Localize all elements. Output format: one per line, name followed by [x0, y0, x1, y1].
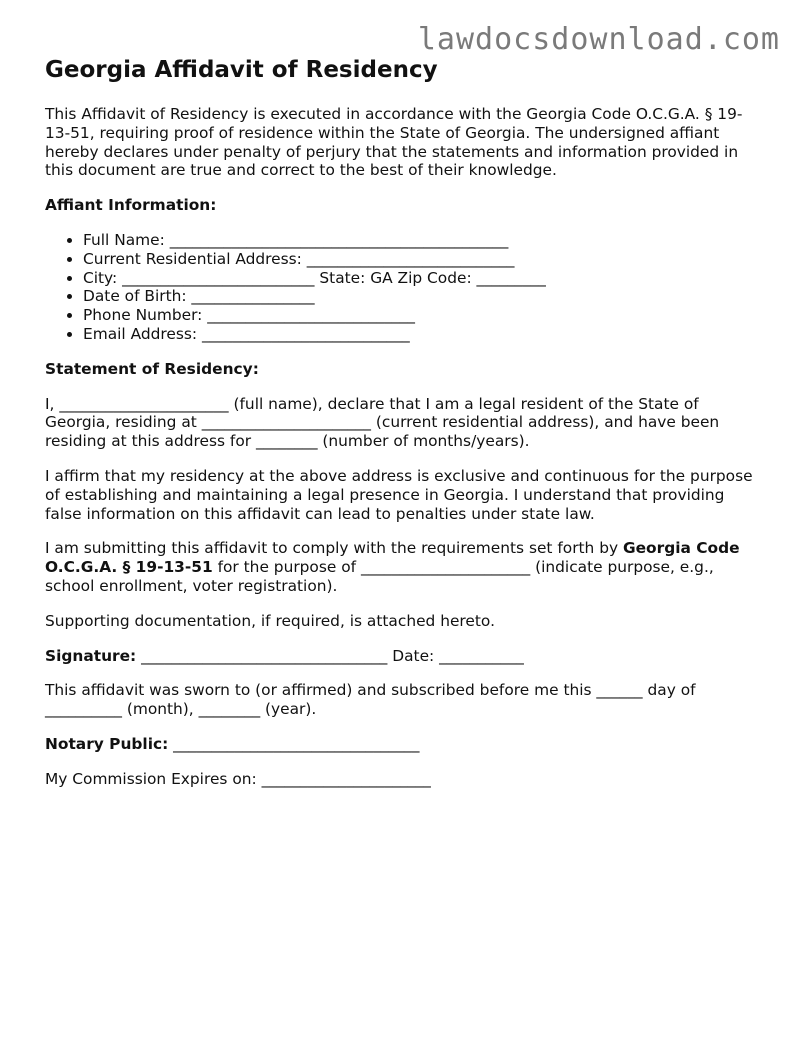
statement-p3-code: Georgia Code O.C.G.A. § 19-13-51 — [45, 539, 740, 577]
affiant-heading: Affiant Information: — [45, 196, 217, 215]
statement-p3-post: for the purpose of ______________________ (indicate purpose, e.g., school enrollment, voter registration). — [45, 558, 714, 595]
list-item-phone: • Phone Number: ___________________________ — [83, 306, 760, 325]
affiant-list — [45, 231, 760, 344]
statement-paragraph-2: I affirm that my residency at the above address is exclusive and continuous for the purpose of establishing and maintaining a legal presence in Georgia. I understand that providing false information on this affidavit can lead to penalties under state law. — [45, 466, 753, 523]
statement-heading: Statement of Residency: — [45, 359, 259, 378]
signature-label: Signature: — [45, 646, 137, 665]
list-item-address: • Current Residential Address: ___________________________ — [83, 250, 760, 269]
notary-line — [45, 735, 760, 754]
list-item-full-name: • Full Name: ____________________________________________ — [83, 231, 760, 250]
document-page — [45, 56, 760, 789]
notary-field: ________________________________ — [168, 734, 420, 753]
watermark: lawdocsdownload.com — [417, 22, 780, 57]
list-item-dob: • Date of Birth: ________________ — [83, 287, 760, 306]
notary-label: Notary Public: — [45, 734, 169, 753]
list-item-city-state-zip: • City: _________________________ State: GA Zip Code: _________ — [83, 269, 760, 288]
signature-line — [45, 647, 760, 666]
signature-fields: ________________________________ Date: ___________ — [136, 646, 524, 665]
intro-paragraph: This Affidavit of Residency is executed in accordance with the Georgia Code O.C.G.A. § 19-13-51, requiring proof of residence within the State of Georgia. The undersigned affiant hereby declares under penalty of perjury that the statements and information provided in this document are true and correct to the best of their knowledge. — [45, 105, 743, 180]
document-title: Georgia Affidavit of Residency — [45, 57, 438, 83]
statement-paragraph-1: I, ______________________ (full name), declare that I am a legal resident of the State of Georgia, residing at ______________________ (current residential address), and have been residing at this address for ________ (number of months/years). — [45, 394, 720, 451]
sworn-paragraph: This affidavit was sworn to (or affirmed) and subscribed before me this ______ day of __________ (month), ________ (year). — [45, 681, 696, 719]
statement-p3-pre: I am submitting this affidavit to comply with the requirements set forth by — [45, 539, 623, 558]
list-item-email: • Email Address: ___________________________ — [83, 325, 760, 344]
statement-paragraph-4: Supporting documentation, if required, is attached hereto. — [45, 611, 495, 630]
statement-paragraph-3 — [45, 539, 760, 595]
commission-line: My Commission Expires on: ______________________ — [45, 769, 431, 788]
